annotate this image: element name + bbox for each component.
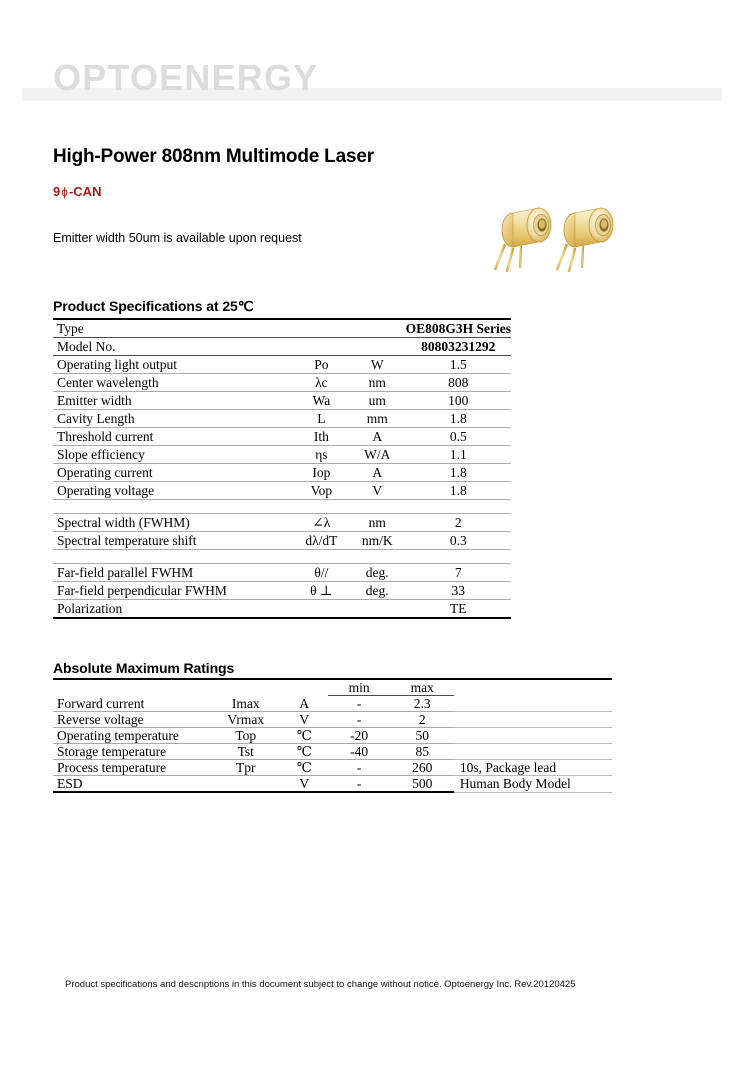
- spec-symbol: ∠λ: [294, 514, 349, 532]
- spec-unit: nm: [349, 374, 406, 392]
- laser-diode-left: [495, 208, 551, 272]
- rating-max: 50: [391, 728, 454, 744]
- rating-max: 500: [391, 776, 454, 793]
- rating-note: [454, 696, 612, 712]
- rating-symbol: Tpr: [211, 760, 281, 776]
- spec-value: 100: [406, 392, 511, 410]
- rating-symbol: Top: [211, 728, 281, 744]
- spec-value: 0.3: [406, 532, 511, 550]
- spec-unit: deg.: [349, 564, 406, 582]
- rating-name: Process temperature: [53, 760, 211, 776]
- rating-name: ESD: [53, 776, 211, 793]
- ratings-header-note: [454, 679, 612, 696]
- spec-name: Spectral width (FWHM): [53, 514, 294, 532]
- spec-name: Emitter width: [53, 392, 294, 410]
- table-row: [53, 514, 511, 532]
- table-row: [53, 410, 511, 428]
- ratings-header-symbol: [211, 679, 281, 696]
- spec-name: Operating light output: [53, 356, 294, 374]
- table-group-spacer: [53, 500, 511, 514]
- spec-symbol: Ith: [294, 428, 349, 446]
- spec-symbol: Vop: [294, 482, 349, 500]
- rating-note: 10s, Package lead: [454, 760, 612, 776]
- rating-name: Operating temperature: [53, 728, 211, 744]
- table-row: [53, 564, 511, 582]
- spec-unit: [349, 319, 406, 338]
- table-row: [53, 428, 511, 446]
- spec-unit: V: [349, 482, 406, 500]
- spec-symbol: θ ⊥: [294, 582, 349, 600]
- spec-unit: nm/K: [349, 532, 406, 550]
- spec-value: 1.8: [406, 482, 511, 500]
- package-suffix: -CAN: [68, 184, 102, 199]
- availability-note: Emitter width 50um is available upon request: [53, 231, 302, 245]
- phi-symbol: ϕ: [61, 185, 68, 199]
- company-logo: OPTOENERGY: [53, 57, 319, 98]
- spec-name: Operating current: [53, 464, 294, 482]
- spec-value: OE808G3H Series: [405, 321, 511, 336]
- rating-min: -: [328, 696, 391, 712]
- rating-symbol: Vrmax: [211, 712, 281, 728]
- spec-section-heading: Product Specifications at 25℃: [53, 298, 254, 314]
- rating-min: -20: [328, 728, 391, 744]
- spec-unit: [349, 600, 406, 619]
- spec-name: Polarization: [53, 600, 294, 619]
- spec-value: 1.1: [406, 446, 511, 464]
- rating-name: Storage temperature: [53, 744, 211, 760]
- rating-note: [454, 712, 612, 728]
- spec-name: Far-field parallel FWHM: [53, 564, 294, 582]
- package-type-label: [53, 184, 101, 199]
- rating-symbol: [211, 776, 281, 793]
- rating-max: 260: [391, 760, 454, 776]
- rating-note: [454, 728, 612, 744]
- spec-name: Operating voltage: [53, 482, 294, 500]
- rating-unit: ℃: [281, 744, 328, 760]
- spec-name: Center wavelength: [53, 374, 294, 392]
- product-specifications-table: [53, 318, 511, 619]
- spec-unit: W: [349, 356, 406, 374]
- table-row: [53, 532, 511, 550]
- rating-unit: ℃: [281, 728, 328, 744]
- spec-unit: A: [349, 428, 406, 446]
- spec-name: Far-field perpendicular FWHM: [53, 582, 294, 600]
- rating-unit: A: [281, 696, 328, 712]
- ratings-header-unit: [281, 679, 328, 696]
- spec-value: 1.8: [406, 464, 511, 482]
- table-row: [53, 696, 612, 712]
- rating-unit: V: [281, 776, 328, 793]
- package-diameter: 9: [53, 184, 61, 199]
- table-row: [53, 464, 511, 482]
- spec-symbol: θ//: [294, 564, 349, 582]
- spec-unit: um: [349, 392, 406, 410]
- spec-unit: [349, 338, 406, 356]
- spec-value: 808: [406, 374, 511, 392]
- spec-unit: A: [349, 464, 406, 482]
- spec-value: 2: [406, 514, 511, 532]
- table-row: [53, 776, 612, 793]
- laser-diode-right: [557, 208, 613, 272]
- spec-value: 1.5: [406, 356, 511, 374]
- spec-value: 7: [406, 564, 511, 582]
- table-row: [53, 600, 511, 619]
- spec-symbol: ηs: [294, 446, 349, 464]
- footer-disclaimer: Product specifications and descriptions in this document subject to change without notice. Optoenergy Inc. Rev.20120425: [65, 979, 576, 990]
- ratings-section-heading: Absolute Maximum Ratings: [53, 660, 235, 676]
- rating-min: -40: [328, 744, 391, 760]
- rating-symbol: Imax: [211, 696, 281, 712]
- rating-name: Forward current: [53, 696, 211, 712]
- spec-symbol: [294, 338, 349, 356]
- rating-unit: V: [281, 712, 328, 728]
- ratings-header-blank: [53, 679, 211, 696]
- rating-min: -: [328, 760, 391, 776]
- page-title: High-Power 808nm Multimode Laser: [53, 146, 374, 167]
- spec-name: Slope efficiency: [53, 446, 294, 464]
- table-row: [53, 744, 612, 760]
- spec-name: Spectral temperature shift: [53, 532, 294, 550]
- table-row: [53, 319, 511, 338]
- table-header-row: [53, 679, 612, 696]
- table-row: [53, 482, 511, 500]
- table-row: [53, 728, 612, 744]
- rating-min: -: [328, 712, 391, 728]
- rating-max: 2.3: [391, 696, 454, 712]
- spec-value: TE: [406, 600, 511, 619]
- spec-value: 0.5: [406, 428, 511, 446]
- table-row: [53, 582, 511, 600]
- rating-unit: ℃: [281, 760, 328, 776]
- spec-value: 80803231292: [406, 338, 511, 356]
- table-row: [53, 712, 612, 728]
- table-row: [53, 760, 612, 776]
- spec-symbol: Iop: [294, 464, 349, 482]
- rating-name: Reverse voltage: [53, 712, 211, 728]
- table-row: [53, 374, 511, 392]
- spec-name: Model No.: [53, 338, 294, 356]
- table-row: [53, 446, 511, 464]
- rating-symbol: Tst: [211, 744, 281, 760]
- spec-name: Threshold current: [53, 428, 294, 446]
- spec-symbol: Po: [294, 356, 349, 374]
- product-photo: [487, 196, 647, 276]
- spec-symbol: λc: [294, 374, 349, 392]
- ratings-header-min: min: [328, 679, 391, 696]
- table-row: [53, 356, 511, 374]
- page-header: [0, 56, 754, 108]
- spec-symbol: [294, 600, 349, 619]
- spec-unit: mm: [349, 410, 406, 428]
- ratings-header-max: max: [391, 679, 454, 696]
- rating-note: Human Body Model: [454, 776, 612, 793]
- spec-unit: nm: [349, 514, 406, 532]
- table-group-spacer: [53, 550, 511, 564]
- spec-symbol: dλ/dT: [294, 532, 349, 550]
- table-row: [53, 392, 511, 410]
- spec-symbol: Wa: [294, 392, 349, 410]
- spec-value: 33: [406, 582, 511, 600]
- spec-unit: W/A: [349, 446, 406, 464]
- spec-symbol: [294, 319, 349, 338]
- spec-name: Cavity Length: [53, 410, 294, 428]
- rating-min: -: [328, 776, 391, 793]
- spec-name: Type: [53, 319, 294, 338]
- spec-unit: deg.: [349, 582, 406, 600]
- absolute-maximum-ratings-table: [53, 678, 612, 793]
- rating-max: 2: [391, 712, 454, 728]
- laser-diode-illustration: [487, 196, 647, 276]
- spec-value: 1.8: [406, 410, 511, 428]
- rating-note: [454, 744, 612, 760]
- table-row: [53, 338, 511, 356]
- rating-max: 85: [391, 744, 454, 760]
- spec-symbol: L: [294, 410, 349, 428]
